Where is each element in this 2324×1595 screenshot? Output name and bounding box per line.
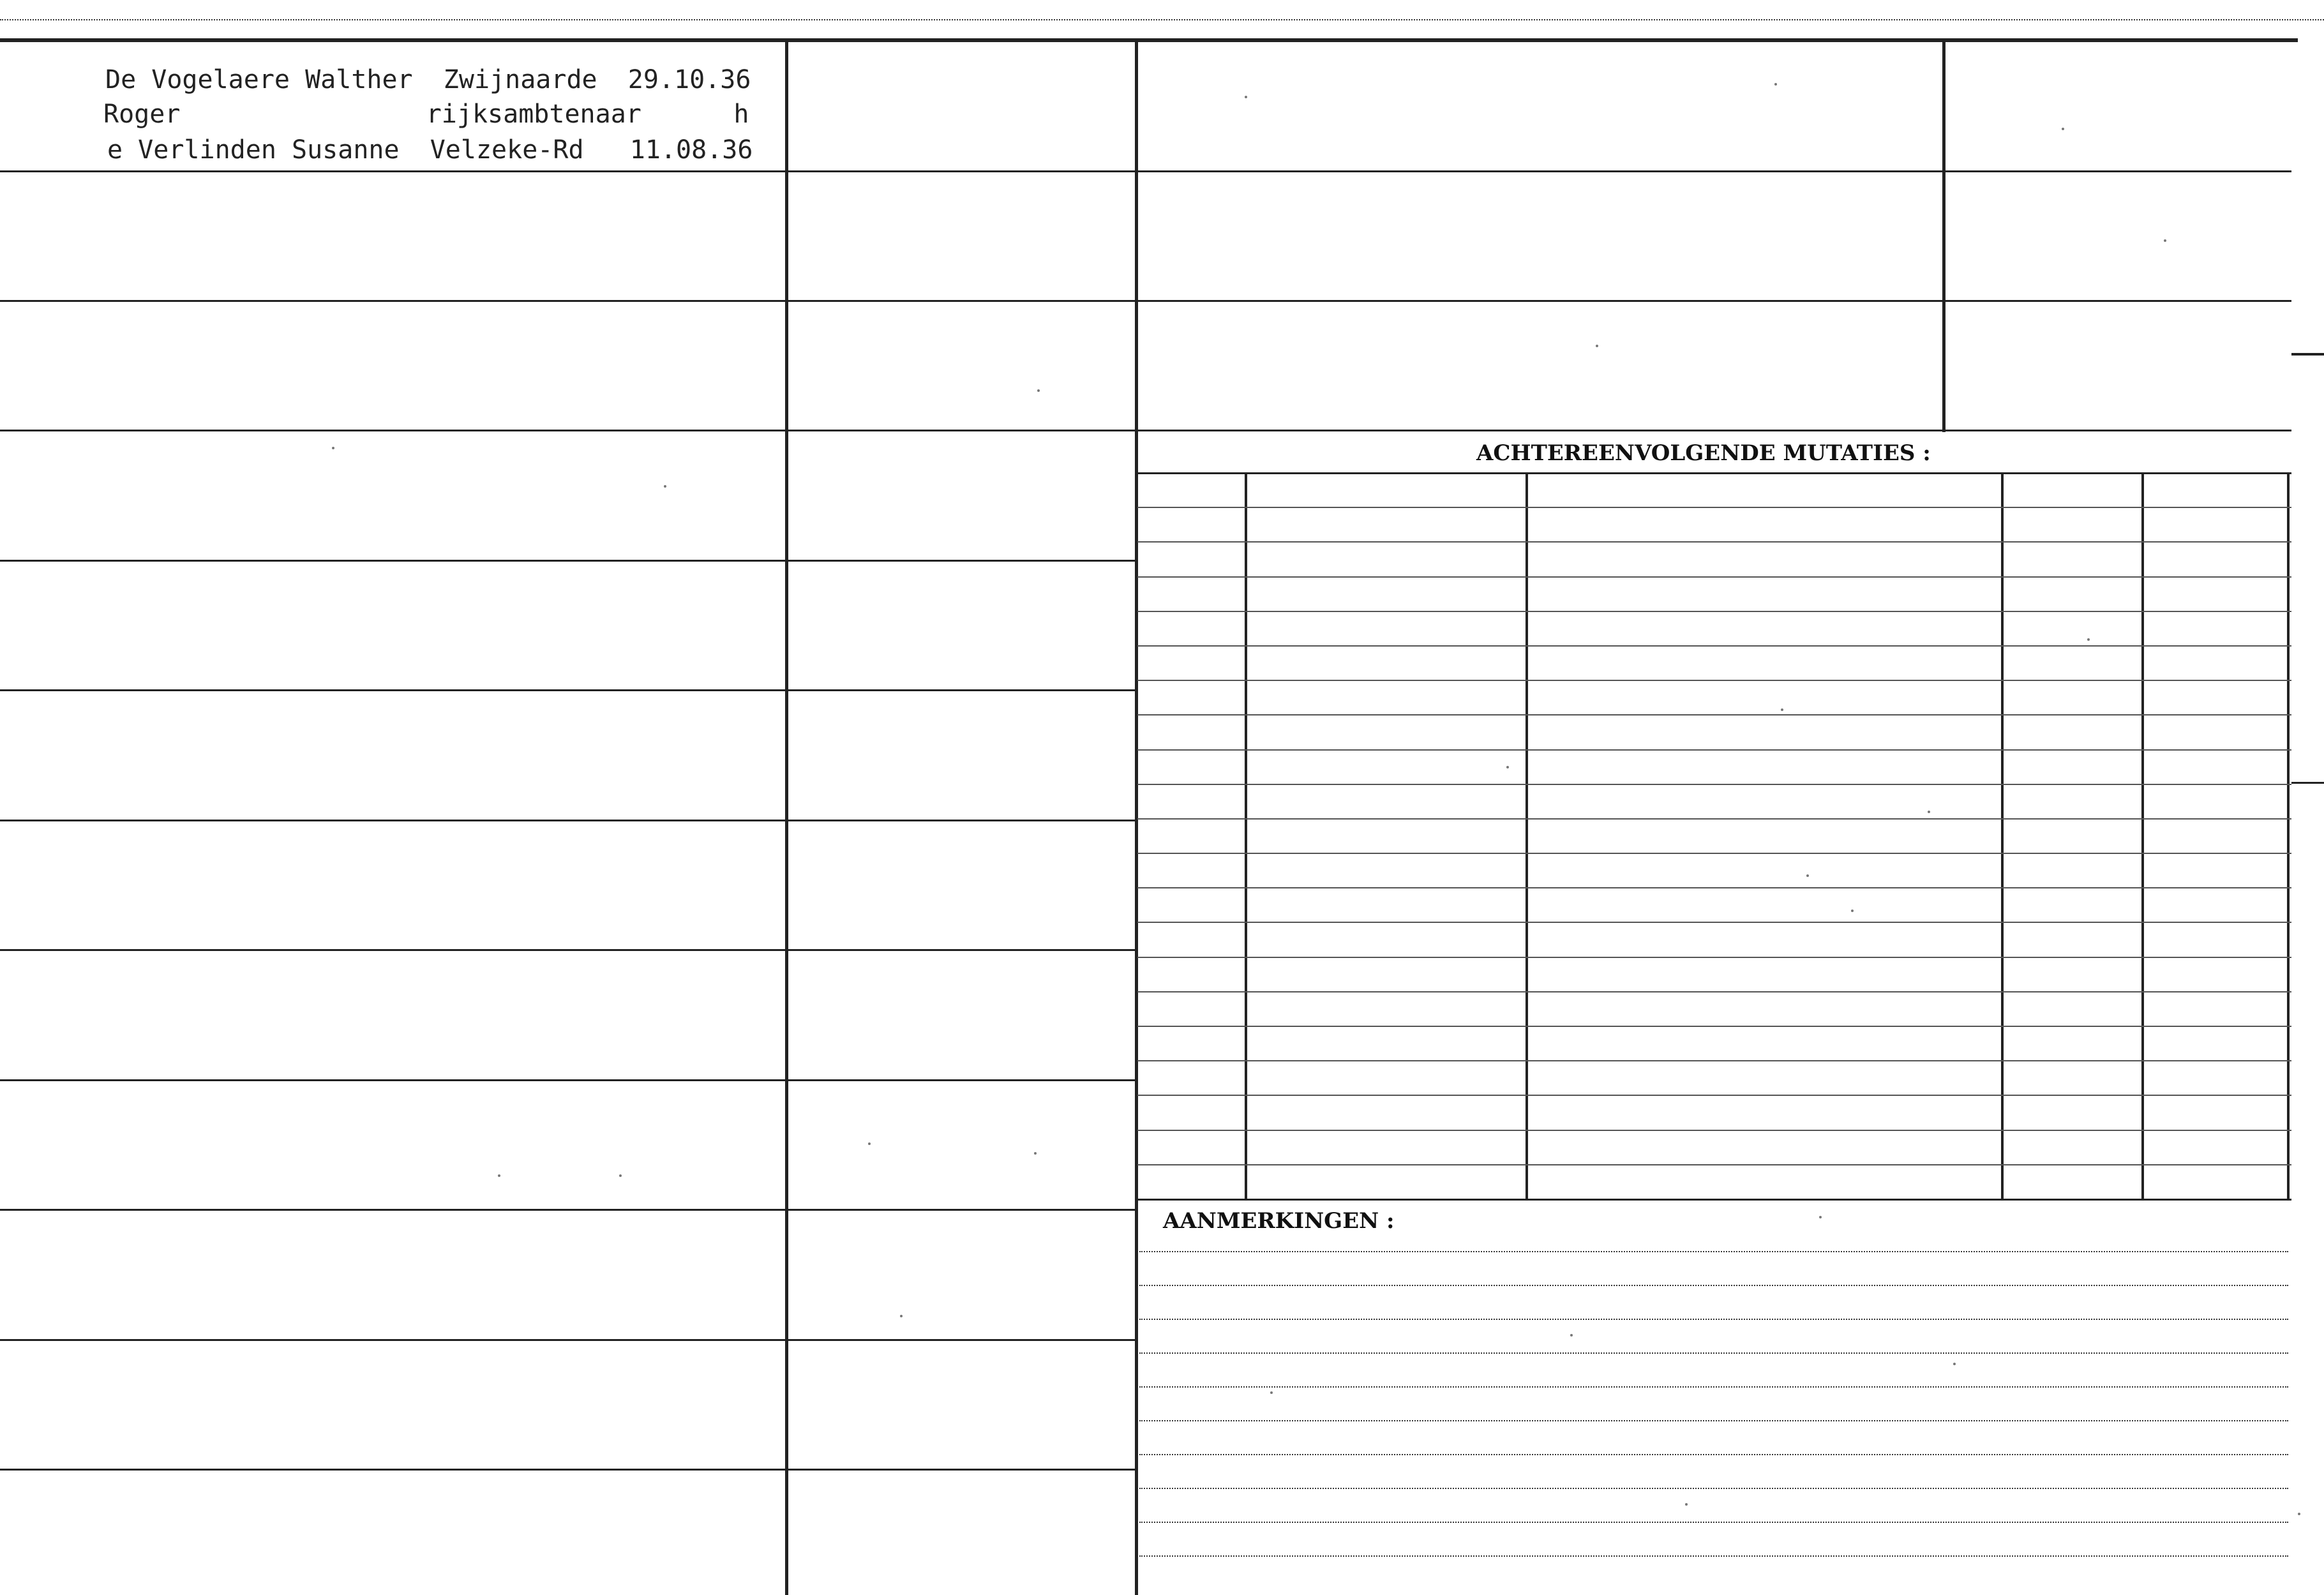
mutations-row-rule [1137,645,2291,647]
scan-speck [1034,1152,1037,1155]
mutations-row-rule [1137,714,2291,715]
row-rule [0,1469,1137,1471]
mutations-row-rule [1137,818,2291,820]
mutations-column-rule [1526,472,1528,1199]
remarks-heading: AANMERKINGEN : [1163,1208,1395,1234]
row-rule [0,1079,1137,1081]
scan-edge-top [0,19,2324,20]
scan-speck [1806,874,1809,877]
mutations-row-rule [1137,1130,2291,1131]
mutations-row-rule [1137,1164,2291,1165]
mutations-row-rule [1137,784,2291,785]
mutations-column-rule [2001,472,2004,1199]
remarks-line [1139,1420,2288,1421]
row-rule [0,1339,1137,1341]
mutations-row-rule [1137,749,2291,751]
mutations-row-rule [1137,541,2291,543]
column-divider-2 [1135,40,1138,1595]
mutations-row-rule [1137,922,2291,923]
top-border [0,38,2298,42]
column-divider-3 [1942,40,1945,432]
row-rule [0,430,2291,431]
mutations-column-rule [1245,472,1247,1199]
remarks-line [1139,1522,2288,1523]
mutations-heading: ACHTEREENVOLGENDE MUTATIES : [1476,440,1931,466]
scan-speck [2087,638,2090,641]
row-rule [0,949,1137,951]
entry-line-3: e Verlinden Susanne Velzeke-Rd 11.08.36 [107,135,753,165]
mutations-row-rule [1137,680,2291,681]
row-rule [0,560,1137,562]
scan-speck [2164,239,2166,242]
scan-speck [1781,708,1783,711]
scan-speck [1774,83,1777,86]
mutations-column-rule [2141,472,2144,1199]
scan-speck [619,1174,622,1177]
mutations-row-rule [1137,507,2291,508]
remarks-line [1139,1386,2288,1388]
row-rule [0,689,1137,691]
mutations-column-rule [2287,472,2290,1199]
mutations-row-rule [1137,1026,2291,1027]
remarks-line [1139,1285,2288,1286]
row-rule [0,170,2291,172]
entry-line-1: De Vogelaere Walther Zwijnaarde 29.10.36 [105,65,751,94]
scan-speck [1851,910,1854,912]
scan-speck [900,1315,903,1317]
mutations-row-rule [1137,1060,2291,1061]
scan-speck [1570,1334,1573,1337]
scan-speck [1685,1503,1688,1506]
scan-speck [332,447,334,449]
scan-speck [868,1142,871,1145]
mutations-row-rule [1137,957,2291,958]
scan-speck [1819,1216,1822,1218]
row-rule [0,1209,1137,1211]
scan-speck [1596,345,1598,347]
mutations-row-rule [1137,991,2291,992]
margin-tick-2 [2291,782,2324,784]
column-divider-1 [785,40,788,1595]
scan-speck [1928,811,1930,813]
scan-speck [1270,1391,1273,1394]
mutations-table-bottom [1137,1199,2291,1201]
mutations-row-rule [1137,887,2291,888]
margin-tick-1 [2291,353,2324,356]
row-rule [0,820,1137,821]
scan-speck [1953,1363,1956,1365]
remarks-line [1139,1555,2288,1557]
mutations-row-rule [1137,1095,2291,1096]
mutations-row-rule [1137,853,2291,854]
mutations-row-rule [1137,611,2291,612]
remarks-line [1139,1488,2288,1489]
scan-speck [1037,389,1040,392]
entry-line-2: Roger rijksambtenaar h [103,100,749,129]
scan-speck [2062,128,2064,130]
remarks-line [1139,1454,2288,1455]
remarks-line [1139,1319,2288,1320]
scan-speck [498,1174,500,1177]
scan-speck [1506,766,1509,768]
mutations-row-rule [1137,576,2291,578]
row-rule [0,300,2291,302]
scan-speck [664,485,666,488]
remarks-line [1139,1251,2288,1252]
remarks-line [1139,1352,2288,1354]
mutations-table-top [1137,472,2291,474]
scan-speck [2298,1513,2300,1515]
scan-speck [1245,96,1247,98]
